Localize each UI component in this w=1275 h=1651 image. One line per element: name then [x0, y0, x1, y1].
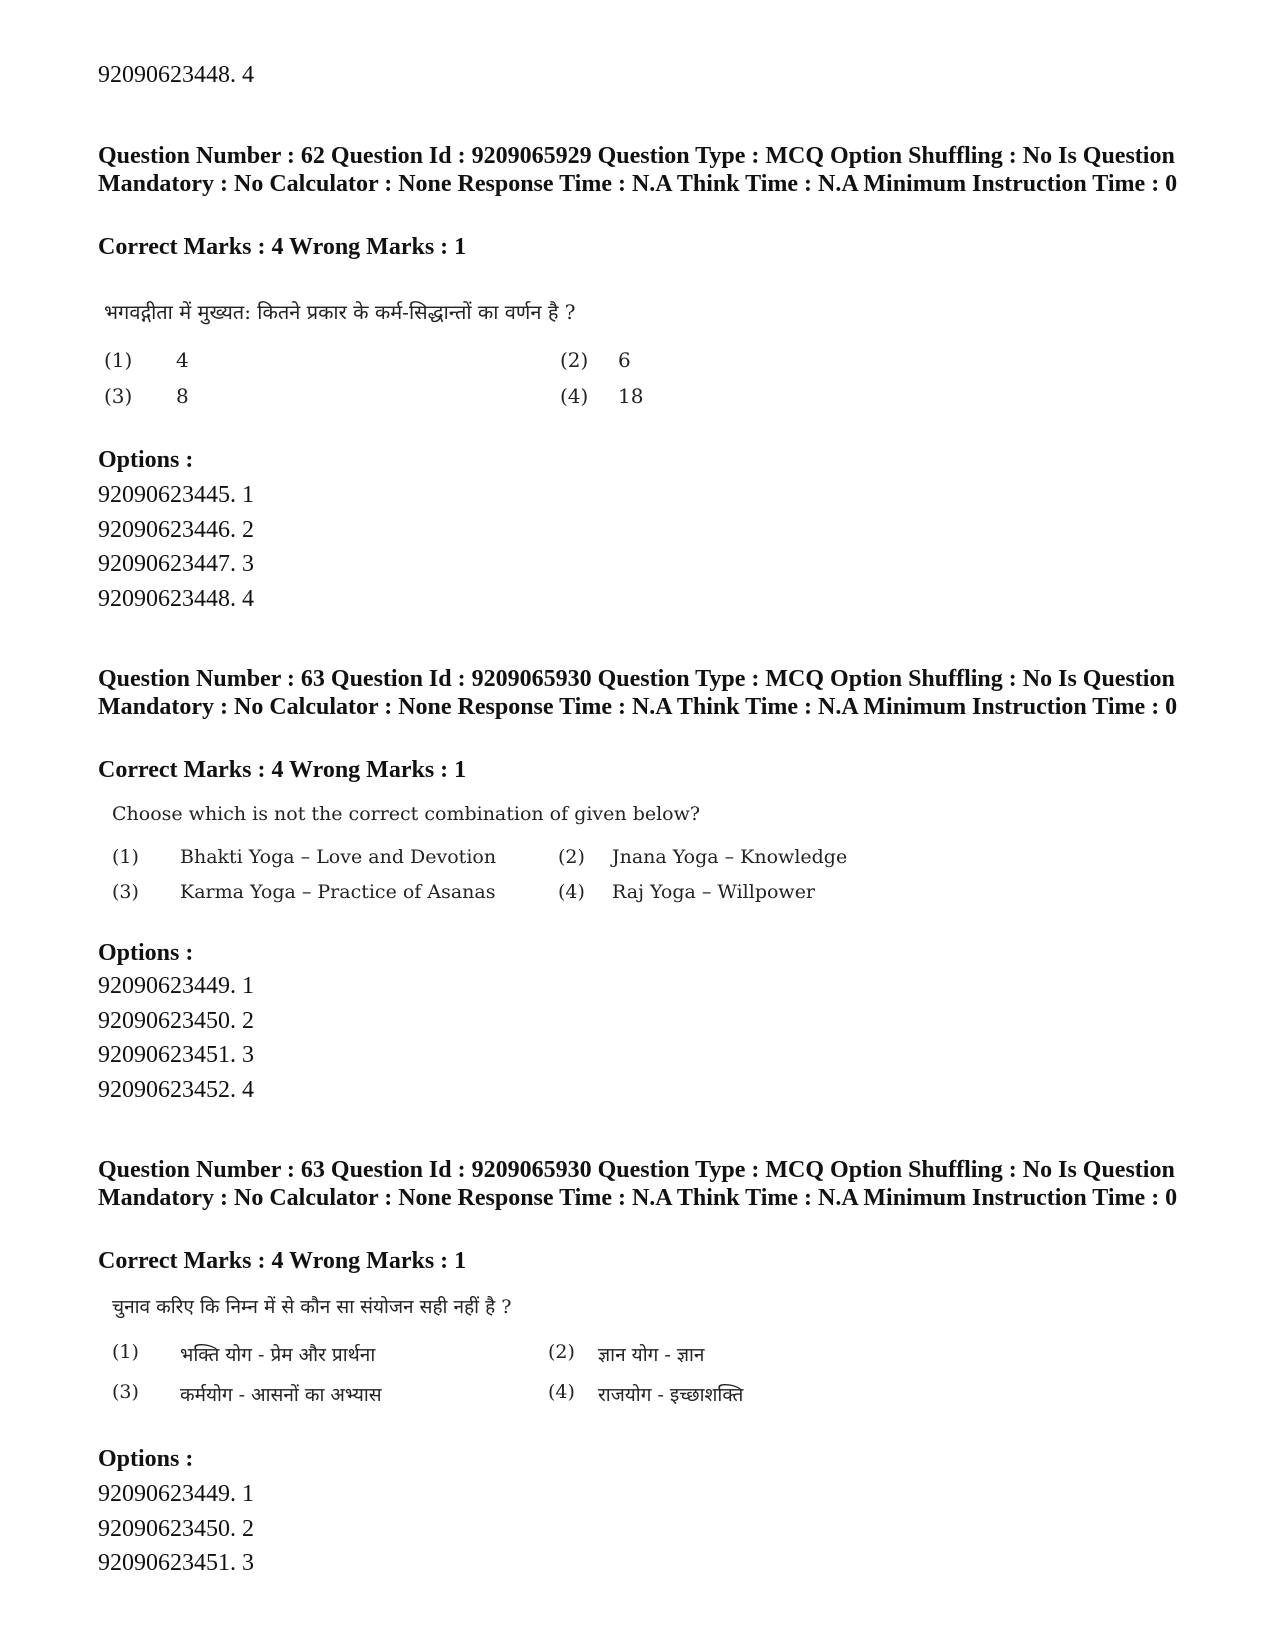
- options-title: Options :: [98, 447, 194, 473]
- option-item: 92090623450. 2: [98, 1007, 254, 1034]
- question-image: [112, 803, 872, 913]
- choice-number: (1): [104, 348, 133, 372]
- choice-number: (4): [558, 881, 585, 903]
- choice-number: (4): [560, 384, 589, 408]
- question-image: [104, 298, 704, 410]
- choice-number: (1): [112, 846, 139, 868]
- choice-number: (3): [112, 881, 139, 903]
- choice-text: 8: [176, 384, 189, 408]
- previous-option-line: 92090623448. 4: [98, 62, 254, 88]
- question-stem: भगवद्गीता में मुख्यत: कितने प्रकार के कर्म-सिद्धान्तों का वर्णन है ?: [104, 300, 576, 324]
- options-list: [98, 972, 254, 1110]
- choice-text: 6: [618, 348, 631, 372]
- choice-number: (2): [548, 1341, 575, 1363]
- choice-text: Karma Yoga – Practice of Asanas: [180, 881, 496, 903]
- option-item: 92090623452. 4: [98, 1076, 254, 1103]
- options-list: [98, 481, 254, 619]
- choice-number: (3): [104, 384, 133, 408]
- marks-line: Correct Marks : 4 Wrong Marks : 1: [98, 1248, 467, 1274]
- option-item: 92090623450. 2: [98, 1515, 254, 1542]
- choice-number: (4): [548, 1381, 575, 1403]
- question-header: Question Number : 62 Question Id : 9209065929 Question Type : MCQ Option Shuffling : No Is Question Mandatory : No Calculator : None Response Time : N.A Think Time : N.A Minimum Instruction Time : 0: [98, 143, 1178, 197]
- choice-text: भक्ति योग - प्रेम और प्रार्थना: [180, 1344, 376, 1366]
- marks-line: Correct Marks : 4 Wrong Marks : 1: [98, 757, 467, 783]
- question-header: Question Number : 63 Question Id : 9209065930 Question Type : MCQ Option Shuffling : No Is Question Mandatory : No Calculator : None Response Time : N.A Think Time : N.A Minimum Instruction Time : 0: [98, 666, 1178, 720]
- question-stem: चुनाव करिए कि निम्न में से कौन सा संयोजन सही नहीं है ?: [112, 1296, 512, 1318]
- option-item: 92090623446. 2: [98, 516, 254, 543]
- options-title: Options :: [98, 1446, 194, 1472]
- option-item: 92090623447. 3: [98, 551, 254, 577]
- options-list: [98, 1480, 254, 1584]
- option-item: 92090623451. 3: [98, 1042, 254, 1068]
- question-header: Question Number : 63 Question Id : 9209065930 Question Type : MCQ Option Shuffling : No Is Question Mandatory : No Calculator : None Response Time : N.A Think Time : N.A Minimum Instruction Time : 0: [98, 1157, 1178, 1211]
- choice-text: 4: [176, 348, 189, 372]
- marks-line: Correct Marks : 4 Wrong Marks : 1: [98, 234, 467, 260]
- choice-text: 18: [618, 384, 644, 408]
- option-item: 92090623445. 1: [98, 482, 254, 508]
- question-stem: Choose which is not the correct combination of given below?: [112, 803, 701, 825]
- choice-text: Raj Yoga – Willpower: [612, 881, 816, 903]
- choice-text: Jnana Yoga – Knowledge: [612, 846, 848, 868]
- choice-text: राजयोग - इच्छाशक्ति: [598, 1384, 744, 1406]
- choice-number: (3): [112, 1381, 139, 1403]
- option-item: 92090623448. 4: [98, 585, 254, 612]
- choice-number: (2): [558, 846, 585, 868]
- choice-number: (2): [560, 348, 589, 372]
- options-title: Options :: [98, 940, 194, 966]
- choice-text: ज्ञान योग - ज्ञान: [598, 1344, 705, 1366]
- choice-text: Bhakti Yoga – Love and Devotion: [180, 846, 497, 868]
- option-item: 92090623449. 1: [98, 1481, 254, 1507]
- option-item: 92090623449. 1: [98, 973, 254, 999]
- option-item: 92090623451. 3: [98, 1550, 254, 1576]
- question-image: [112, 1293, 792, 1411]
- choice-text: कर्मयोग - आसनों का अभ्यास: [180, 1384, 382, 1406]
- choice-number: (1): [112, 1341, 139, 1363]
